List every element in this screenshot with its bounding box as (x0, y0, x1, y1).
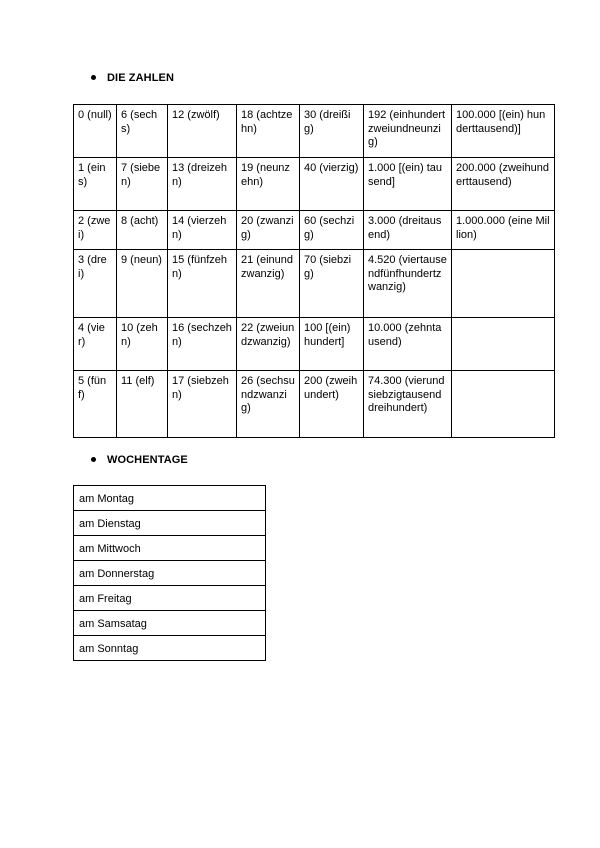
table-cell: 3.000 (dreitausend) (364, 211, 452, 250)
table-cell: am Sonntag (74, 636, 266, 661)
table-row (74, 211, 555, 250)
table-cell: 5 (fünf) (74, 371, 117, 438)
section-heading-text: DIE ZAHLEN (107, 72, 174, 84)
table-cell: 16 (sechzehn) (168, 318, 237, 371)
table-row (74, 250, 555, 318)
table-cell (452, 371, 555, 438)
table-cell: 1 (eins) (74, 158, 117, 211)
table-cell: am Mittwoch (74, 536, 266, 561)
table-cell: 26 (sechsundzwanzig) (237, 371, 300, 438)
bullet-icon (91, 457, 96, 462)
table-cell: 4 (vier) (74, 318, 117, 371)
table-row (74, 561, 266, 586)
table-cell: 200 (zweihundert) (300, 371, 364, 438)
table-cell: am Dienstag (74, 511, 266, 536)
table-cell: 2 (zwei) (74, 211, 117, 250)
table-cell: am Freitag (74, 586, 266, 611)
table-cell (452, 318, 555, 371)
table-cell: 1.000.000 (eine Million) (452, 211, 555, 250)
table-cell: 4.520 (viertausendfünfhundertzwanzig) (364, 250, 452, 318)
table-cell: 11 (elf) (117, 371, 168, 438)
table-cell: 13 (dreizehn) (168, 158, 237, 211)
bullet-icon (91, 75, 96, 80)
table-cell: 10.000 (zehntausend) (364, 318, 452, 371)
table-cell: 200.000 (zweihunderttausend) (452, 158, 555, 211)
table-cell: 30 (dreißig) (300, 105, 364, 158)
table-cell: 10 (zehn) (117, 318, 168, 371)
table-row (74, 611, 266, 636)
table-cell: 9 (neun) (117, 250, 168, 318)
table-row (74, 318, 555, 371)
table-cell: 17 (siebzehn) (168, 371, 237, 438)
table-cell: 100 [(ein) hundert] (300, 318, 364, 371)
table-cell: 1.000 [(ein) tausend] (364, 158, 452, 211)
table-cell (452, 250, 555, 318)
numbers-table (73, 104, 555, 438)
table-cell: 8 (acht) (117, 211, 168, 250)
table-row (74, 636, 266, 661)
table-cell: 19 (neunzehn) (237, 158, 300, 211)
table-row (74, 105, 555, 158)
table-cell: 40 (vierzig) (300, 158, 364, 211)
table-row (74, 536, 266, 561)
table-row (74, 158, 555, 211)
table-cell: 18 (achtzehn) (237, 105, 300, 158)
table-row (74, 486, 266, 511)
table-cell: 6 (sechs) (117, 105, 168, 158)
table-cell: am Donnerstag (74, 561, 266, 586)
table-cell: 7 (sieben) (117, 158, 168, 211)
table-cell: 74.300 (vierundsiebzigtausenddreihundert) (364, 371, 452, 438)
table-cell: 3 (drei) (74, 250, 117, 318)
table-cell: 20 (zwanzig) (237, 211, 300, 250)
table-row (74, 511, 266, 536)
table-row (74, 371, 555, 438)
weekdays-table (73, 485, 266, 661)
table-cell: 60 (sechzig) (300, 211, 364, 250)
table-cell: 15 (fünfzehn) (168, 250, 237, 318)
table-cell: 14 (vierzehn) (168, 211, 237, 250)
table-cell: 100.000 [(ein) hunderttausend)] (452, 105, 555, 158)
table-cell: 70 (siebzig) (300, 250, 364, 318)
table-cell: am Montag (74, 486, 266, 511)
section-heading-text: WOCHENTAGE (107, 454, 188, 466)
table-cell: am Samsatag (74, 611, 266, 636)
section-heading-zahlen (91, 72, 174, 84)
table-row (74, 586, 266, 611)
table-cell: 22 (zweiundzwanzig) (237, 318, 300, 371)
table-cell: 192 (einhundertzweiundneunzig) (364, 105, 452, 158)
table-cell: 0 (null) (74, 105, 117, 158)
table-cell: 12 (zwölf) (168, 105, 237, 158)
section-heading-wochentage (91, 454, 188, 466)
table-cell: 21 (einundzwanzig) (237, 250, 300, 318)
